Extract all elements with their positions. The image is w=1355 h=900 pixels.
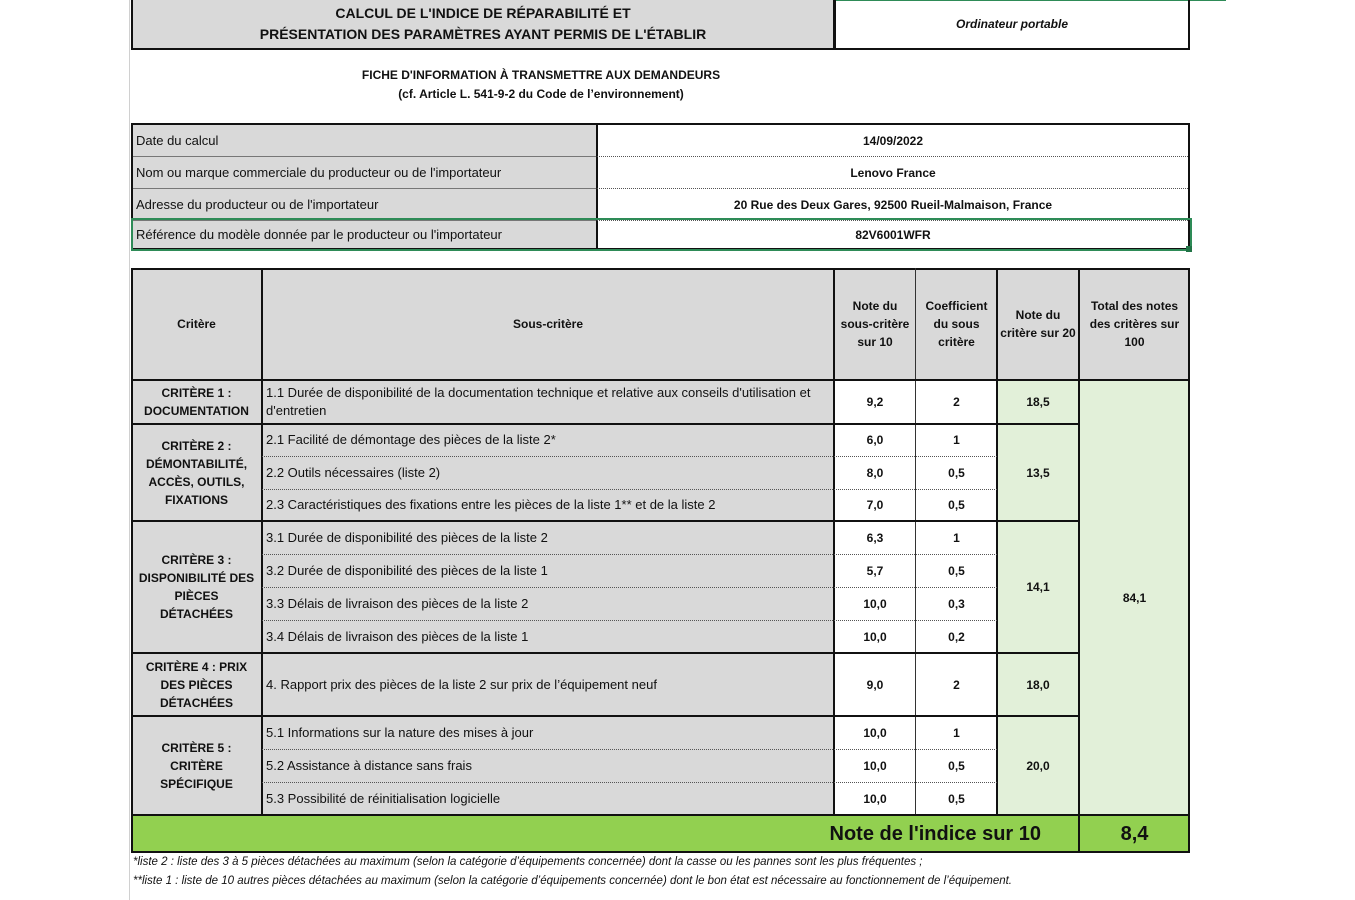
criterion-4-score: 18,0 (1026, 677, 1050, 692)
hline (131, 520, 1079, 522)
subcriterion-4-coef: 2 (953, 677, 960, 692)
info-value-date[interactable]: 14/09/2022 (596, 125, 1188, 157)
vline (996, 268, 998, 815)
title-line-1: CALCUL DE L'INDICE DE RÉPARABILITÉ ET (335, 5, 631, 21)
footnote-list-2: *liste 2 : liste des 3 à 5 pièces détachées au maximum (selon la catégorie d’équipements concernée) dont la casse ou les pannes sont les plus fréquentes ; (133, 856, 923, 868)
criterion-3-label: CRITÈRE 3 : DISPONIBILITÉ DES PIÈCES DÉTACHÉES (138, 553, 255, 621)
subcriterion-5-1-label: 5.1 Informations sur la nature des mises à jour (266, 724, 534, 740)
final-score-value: 8,4 (1120, 823, 1149, 845)
subcriterion-2-1-label: 2.1 Facilité de démontage des pièces de la liste 2* (266, 432, 556, 447)
subcriterion-5-3-note: 10,0 (863, 791, 887, 806)
subcriterion-3-1-note: 6,3 (866, 530, 884, 545)
subcriterion-5-3-coef: 0,5 (948, 791, 965, 806)
info-table (131, 123, 1190, 250)
criterion-3-score: 14,1 (1026, 580, 1050, 594)
hline (131, 652, 1079, 654)
subcriterion-3-1-coef: 1 (953, 530, 960, 545)
subcriterion-3-4-note: 10,0 (863, 629, 887, 644)
selection-fill-handle[interactable] (1186, 246, 1192, 252)
subcriterion-3-3-note: 10,0 (863, 596, 887, 611)
info-label-reference: Référence du modèle donnée par le producteur ou l'importateur (133, 221, 596, 248)
subcriterion-3-3-coef: 0,3 (948, 596, 965, 611)
subcriterion-5-3-label: 5.3 Possibilité de réinitialisation logicielle (266, 790, 501, 806)
subcriterion-1-1-label: 1.1 Durée de disponibilité de la documentation technique et relative aux conseils d'utilisation et d'entretien (266, 385, 811, 418)
header-total: Total des notes des critères sur 100 (1089, 299, 1180, 349)
calc-title (131, 0, 834, 50)
subcriterion-3-2-note: 5,7 (866, 563, 884, 578)
header-coefficient: Coefficient du sous critère (925, 299, 988, 349)
hline (131, 379, 1190, 381)
header-critere: Critère (177, 317, 216, 331)
info-label-date: Date du calcul (133, 125, 596, 157)
hline-dotted (262, 749, 997, 750)
criterion-2-score: 13,5 (1026, 465, 1050, 480)
info-label-address: Adresse du producteur ou de l'importateur (133, 189, 596, 221)
vline (915, 268, 916, 815)
criterion-1-score: 18,5 (1026, 395, 1050, 409)
hline-dotted (262, 782, 997, 783)
subcriterion-2-1-coef: 1 (953, 433, 960, 447)
hline-dotted (262, 489, 997, 490)
hline (131, 715, 1079, 717)
subcriterion-5-2-note: 10,0 (863, 758, 887, 773)
subcriterion-2-3-label: 2.3 Caractéristiques des fixations entre les pièces de la liste 1** et de la liste 2 (266, 497, 716, 512)
subcriterion-3-4-coef: 0,2 (948, 629, 965, 644)
subcriterion-3-2-label: 3.2 Durée de disponibilité des pièces de la liste 1 (266, 562, 548, 578)
subcriterion-1-1-coef: 2 (953, 395, 960, 409)
subcriterion-3-2-coef: 0,5 (948, 563, 965, 578)
subcriterion-2-2-note: 8,0 (866, 465, 884, 480)
hline (131, 814, 1190, 816)
title-line-2: PRÉSENTATION DES PARAMÈTRES AYANT PERMIS DE L'ÉTABLIR (259, 26, 707, 42)
subcriterion-1-1-note: 9,2 (866, 395, 884, 409)
sheet-heading-line-1: FICHE D'INFORMATION À TRANSMETTRE AUX DEMANDEURS (361, 68, 721, 82)
subcriterion-3-3-label: 3.3 Délais de livraison des pièces de la liste 2 (266, 595, 529, 611)
subcriterion-2-1-note: 6,0 (866, 433, 884, 447)
subcriterion-4-label: 4. Rapport prix des pièces de la liste 2 sur prix de l’équipement neuf (266, 676, 657, 692)
header-sous-critere: Sous-critère (512, 317, 584, 331)
hline (131, 423, 1079, 425)
criterion-5-score: 20,0 (1026, 758, 1050, 773)
hline-dotted (262, 456, 997, 457)
vline (1078, 268, 1080, 853)
subcriterion-2-2-label: 2.2 Outils nécessaires (liste 2) (266, 464, 441, 480)
subcriterion-4-note: 9,0 (866, 677, 884, 692)
vline (833, 268, 835, 815)
criterion-2-label: CRITÈRE 2 : DÉMONTABILITÉ, ACCÈS, OUTILS, FIXATIONS (145, 438, 248, 507)
subcriterion-2-3-coef: 0,5 (948, 498, 965, 512)
header-note-sous-critere: Note du sous-critère sur 10 (840, 299, 910, 349)
subcriterion-5-1-note: 10,0 (863, 725, 887, 740)
header-note-critere: Note du critère sur 20 (1000, 308, 1076, 340)
sheet-heading-line-2: (cf. Article L. 541-9-2 du Code de l’environnement) (398, 87, 684, 101)
subcriterion-3-1-label: 3.1 Durée de disponibilité des pièces de la liste 2 (266, 529, 548, 545)
info-value-producer[interactable]: Lenovo France (596, 157, 1188, 189)
info-value-reference[interactable]: 82V6001WFR (596, 221, 1188, 248)
subcriterion-2-2-coef: 0,5 (948, 465, 965, 480)
product-type: Ordinateur portable (834, 0, 1190, 50)
hline-dotted (262, 587, 997, 588)
sheet-heading (131, 62, 951, 108)
vline (261, 268, 263, 815)
criterion-4-label: CRITÈRE 4 : PRIX DES PIÈCES DÉTACHÉES (145, 659, 248, 710)
info-value-address[interactable]: 20 Rue des Deux Gares, 92500 Rueil-Malmaison, France (596, 189, 1188, 221)
hline-dotted (262, 620, 997, 621)
total-score: 84,1 (1122, 590, 1147, 605)
criterion-1-label: CRITÈRE 1 : DOCUMENTATION (144, 386, 249, 418)
info-label-producer: Nom ou marque commerciale du producteur ou de l'importateur (133, 157, 596, 189)
subcriterion-2-3-note: 7,0 (866, 498, 884, 512)
main-table-border (131, 268, 1190, 853)
hline-dotted (262, 554, 997, 555)
sheet-left-edge (129, 0, 130, 900)
footnote-list-1: **liste 1 : liste de 10 autres pièces détachées au maximum (selon la catégorie d’équipements concernée) dont le bon état est nécessaire au fonctionnement de l’équipement. (133, 875, 1012, 887)
subcriterion-5-2-coef: 0,5 (948, 758, 965, 773)
subcriterion-5-2-label: 5.2 Assistance à distance sans frais (266, 757, 472, 773)
final-score-label: Note de l'indice sur 10 (829, 823, 1041, 845)
subcriterion-5-1-coef: 1 (953, 725, 960, 740)
subcriterion-3-4-label: 3.4 Délais de livraison des pièces de la liste 1 (266, 628, 529, 644)
criterion-5-label: CRITÈRE 5 : CRITÈRE SPÉCIFIQUE (160, 740, 233, 791)
